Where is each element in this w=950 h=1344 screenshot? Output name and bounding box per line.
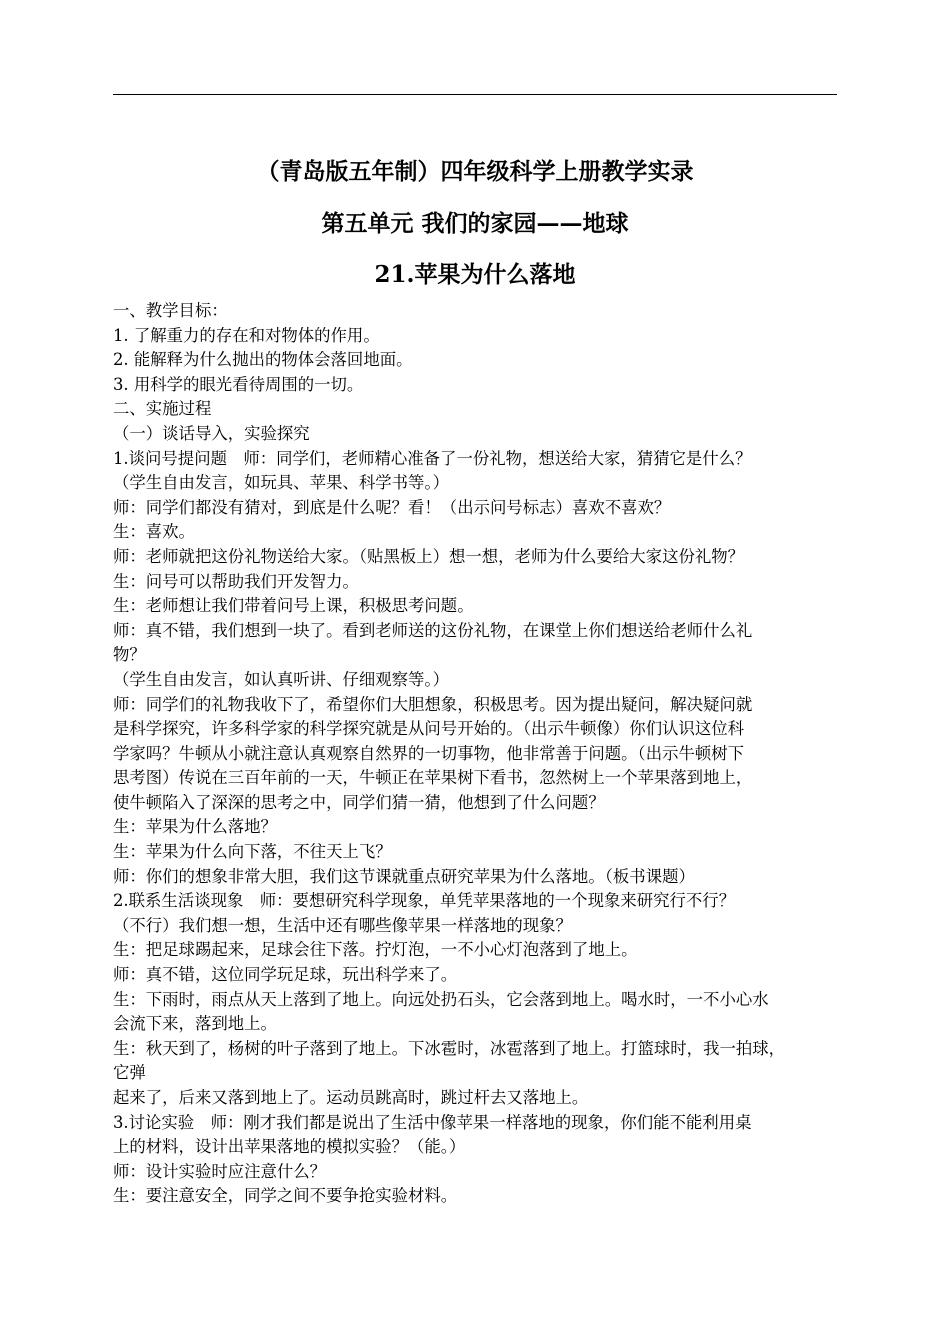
text-line: 师：真不错，我们想到一块了。看到老师送的这份礼物，在课堂上你们想送给老师什么礼 xyxy=(113,620,753,640)
title-block xyxy=(113,158,837,288)
text-line: （一）谈话导入，实验探究 xyxy=(113,423,310,443)
text-line: 师：真不错，这位同学玩足球，玩出科学来了。 xyxy=(113,965,458,985)
text-line: （学生自由发言，如玩具、苹果、科学书等。） xyxy=(113,473,450,493)
text-line: 物？ xyxy=(113,645,146,665)
text-line: 使牛顿陷入了深深的思考之中，同学们猜一猜，他想到了什么问题？ xyxy=(113,792,605,812)
text-line: 生：下雨时，雨点从天上落到了地上。向远处扔石头，它会落到地上。喝水时，一不小心水 xyxy=(113,989,769,1009)
text-line: 生：喜欢。 xyxy=(113,522,195,542)
text-line: 3.讨论实验 师：刚才我们都是说出了生活中像苹果一样落地的现象，你们能不能利用桌 xyxy=(113,1112,752,1132)
text-line: （不行）我们想一想，生活中还有哪些像苹果一样落地的现象？ xyxy=(113,915,572,935)
text-line: 1. 了解重力的存在和对物体的作用。 xyxy=(113,325,380,345)
text-line: 一、教学目标： xyxy=(113,301,228,320)
text-line: 生：秋天到了，杨树的叶子落到了地上。下冰雹时，冰雹落到了地上。打篮球时，我一拍球， xyxy=(113,1038,786,1058)
text-line: 师：老师就把这份礼物送给大家。（贴黑板上）想一想，老师为什么要给大家这份礼物？ xyxy=(113,546,745,566)
text-line: 生：要注意安全，同学之间不要争抢实验材料。 xyxy=(113,1186,458,1206)
text-line: 生：苹果为什么落地？ xyxy=(113,817,277,837)
lesson-title: 21.苹果为什么落地 xyxy=(374,261,576,288)
text-line: 起来了，后来又落到地上了。运动员跳高时，跳过杆去又落地上。 xyxy=(113,1088,589,1107)
text-line: 思考图）传说在三百年前的一天，牛顿正在苹果树下看书，忽然树上一个苹果落到地上， xyxy=(113,768,753,788)
text-line: 生：苹果为什么向下落，不往天上飞？ xyxy=(113,842,392,862)
text-line: 师：你们的想象非常大胆，我们这节课就重点研究苹果为什么落地。（板书课题） xyxy=(113,866,695,886)
text-line: 3. 用科学的眼光看待周围的一切。 xyxy=(113,374,364,394)
text-line: 它弹 xyxy=(113,1063,146,1083)
text-line: 上的材料，设计出苹果落地的模拟实验？（能。） xyxy=(113,1137,466,1157)
text-line: 师：同学们的礼物我收下了，希望你们大胆想象，积极思考。因为提出疑问，解决疑问就 xyxy=(113,694,753,714)
text-line: 1.谈问号提问题 师：同学们，老师精心准备了一份礼物，想送给大家，猜猜它是什么？ xyxy=(113,448,752,468)
text-line: 2.联系生活谈现象 师：要想研究科学现象，单凭苹果落地的一个现象来研究行不行？ xyxy=(113,891,736,911)
text-line: 生：老师想让我们带着问号上课，积极思考问题。 xyxy=(113,596,474,616)
text-line: 会流下来，落到地上。 xyxy=(113,1014,277,1034)
text-line: 学家吗？牛顿从小就注意认真观察自然界的一切事物，他非常善于问题。（出示牛顿树下 xyxy=(113,743,745,763)
text-line: 生：把足球踢起来，足球会往下落。拧灯泡，一不小心灯泡落到了地上。 xyxy=(113,940,638,960)
body-text xyxy=(113,299,843,1209)
text-line: 生：问号可以帮助我们开发智力。 xyxy=(113,571,359,591)
text-line: 二、实施过程 xyxy=(113,399,212,419)
header-rule xyxy=(113,94,837,95)
unit-title: 第五单元 我们的家园——地球 xyxy=(321,210,629,237)
text-line: 是科学探究，许多科学家的科学探究就是从问号开始的。（出示牛顿像）你们认识这位科 xyxy=(113,719,745,739)
text-line: （学生自由发言，如认真听讲、仔细观察等。） xyxy=(113,669,450,689)
text-line: 师：设计实验时应注意什么？ xyxy=(113,1161,327,1181)
document-title: （青岛版五年制）四年级科学上册教学实录 xyxy=(256,158,694,185)
text-line: 师：同学们都没有猜对，到底是什么呢？看！（出示问号标志）喜欢不喜欢？ xyxy=(113,497,671,517)
text-line: 2. 能解释为什么抛出的物体会落回地面。 xyxy=(113,350,413,370)
